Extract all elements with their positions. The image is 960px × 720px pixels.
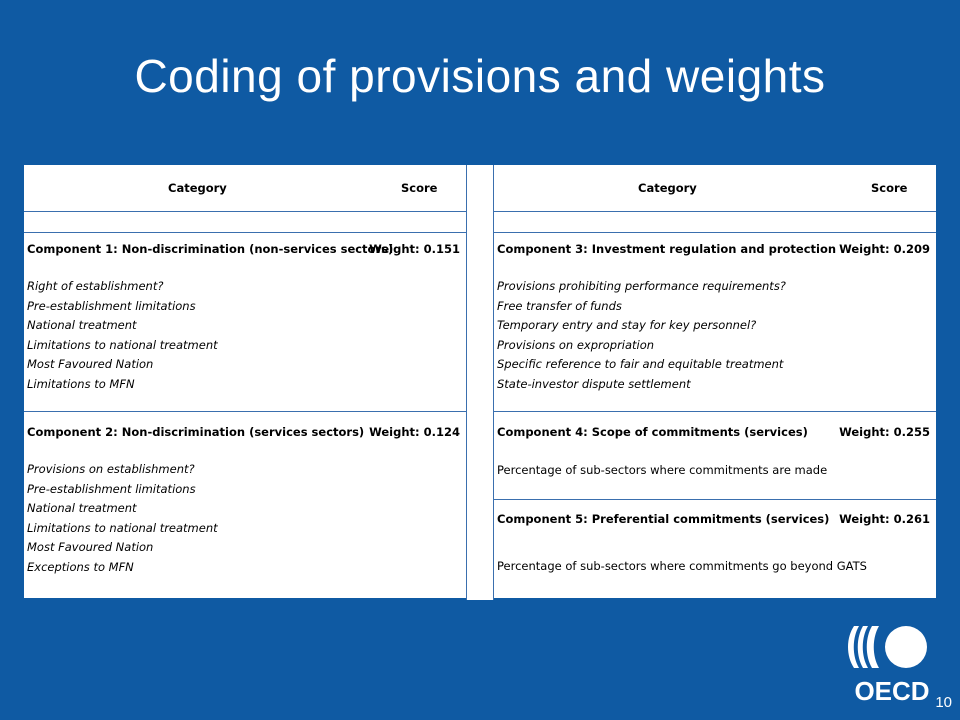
list-item: State-investor dispute settlement xyxy=(497,376,691,391)
component-3-items xyxy=(497,277,786,395)
table-right xyxy=(494,165,936,598)
component-2-title: Component 2: Non-discrimination (services sectors) xyxy=(27,425,365,439)
table-header xyxy=(24,165,466,212)
list-item: Specific reference to fair and equitable treatment xyxy=(497,357,784,372)
header-spacer-row xyxy=(494,211,936,233)
list-item: National treatment xyxy=(27,318,137,333)
component-1-title: Component 1: Non-discrimination (non-services sectors) xyxy=(27,242,394,256)
component-2-section xyxy=(24,416,466,596)
list-item: Pre-establishment limitations xyxy=(27,481,196,496)
header-spacer-row xyxy=(24,211,466,233)
component-1-weight: Weight: 0.151 xyxy=(369,242,460,256)
component-5-description: Percentage of sub-sectors where commitments go beyond GATS xyxy=(497,559,867,573)
component-2-weight: Weight: 0.124 xyxy=(369,425,460,439)
header-score: Score xyxy=(871,181,908,195)
list-item: Right of establishment? xyxy=(27,279,164,293)
list-item: National treatment xyxy=(27,501,137,516)
component-5-title: Component 5: Preferential commitments (services) xyxy=(497,512,830,526)
component-4-description: Percentage of sub-sectors where commitments are made xyxy=(497,463,828,477)
component-5-weight: Weight: 0.261 xyxy=(839,512,930,526)
list-item: Exceptions to MFN xyxy=(27,559,134,574)
header-score: Score xyxy=(401,181,438,195)
table-divider xyxy=(466,165,494,600)
component-1-section xyxy=(24,233,466,412)
component-3-title: Component 3: Investment regulation and protection xyxy=(497,242,837,256)
list-item: Most Favoured Nation xyxy=(27,357,154,372)
list-item: Limitations to national treatment xyxy=(27,520,218,535)
list-item: Most Favoured Nation xyxy=(27,540,154,555)
component-5-section xyxy=(494,503,936,597)
component-4-title: Component 4: Scope of commitments (services) xyxy=(497,425,808,439)
component-1-items xyxy=(27,277,218,395)
list-item: Provisions prohibiting performance requirements? xyxy=(497,279,786,293)
slide-title: Coding of provisions and weights xyxy=(134,50,826,102)
list-item: Provisions on expropriation xyxy=(497,337,655,352)
list-item: Pre-establishment limitations xyxy=(27,298,196,313)
component-2-items xyxy=(27,460,218,578)
table-header xyxy=(494,165,936,212)
list-item: Provisions on establishment? xyxy=(27,462,195,476)
page-number: 10 xyxy=(935,694,952,711)
list-item: Limitations to national treatment xyxy=(27,337,218,352)
list-item: Limitations to MFN xyxy=(27,376,135,391)
header-category: Category xyxy=(168,181,227,195)
oecd-logo-text: OECD xyxy=(854,676,930,704)
list-item: Free transfer of funds xyxy=(497,298,622,313)
list-item: Temporary entry and stay for key personnel? xyxy=(497,318,757,333)
header-category: Category xyxy=(638,181,697,195)
component-4-weight: Weight: 0.255 xyxy=(839,425,930,439)
oecd-logo xyxy=(846,622,938,704)
table-left xyxy=(24,165,466,598)
component-3-weight: Weight: 0.209 xyxy=(839,242,930,256)
component-3-section xyxy=(494,233,936,412)
